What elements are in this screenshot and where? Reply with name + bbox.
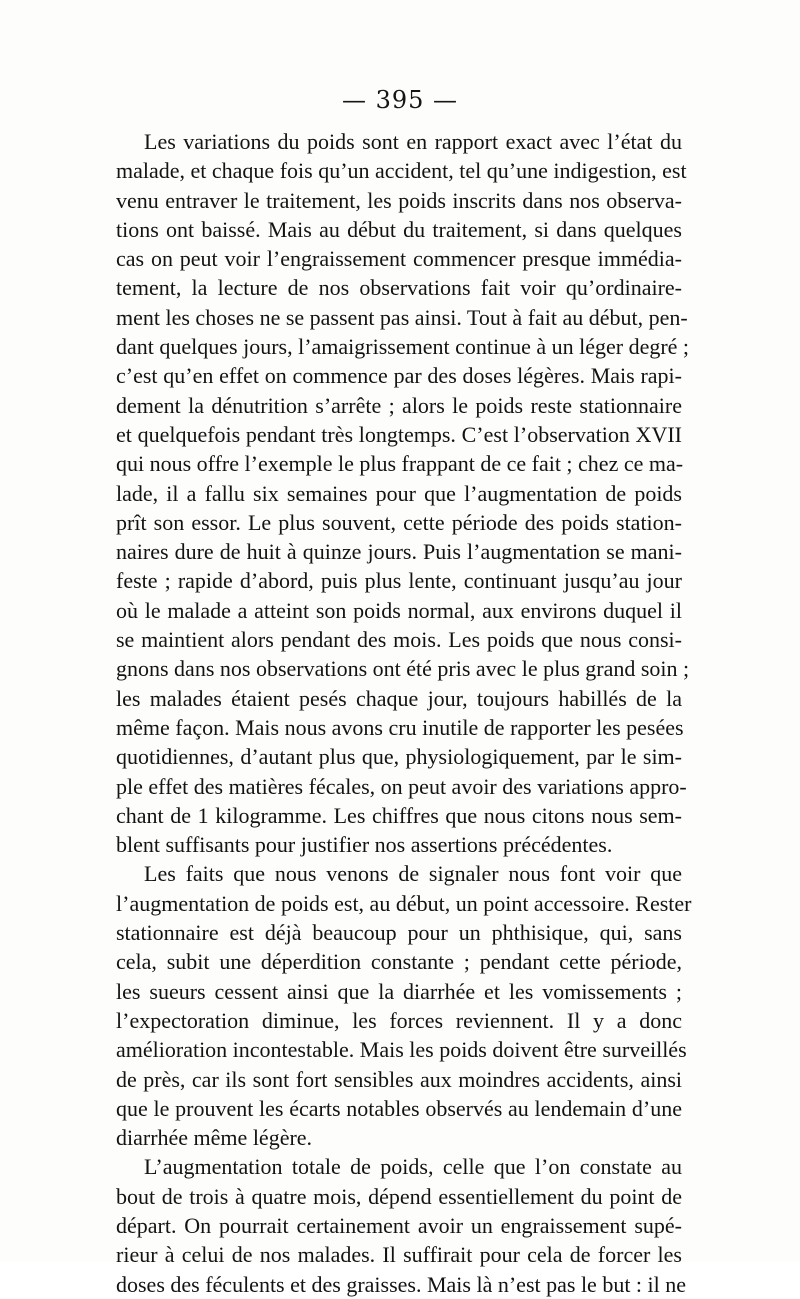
text-line: dant quelques jours, l’amaigrissement continue à un léger degré ; xyxy=(116,334,690,360)
text-line: amélioration incontestable. Mais les poids doivent être surveillés xyxy=(116,1037,687,1063)
text-line: même façon. Mais nous avons cru inutile de rapporter les pesées xyxy=(116,714,684,740)
text-line: et quelquefois pendant très longtemps. C’est l’observation XVII xyxy=(116,421,682,447)
text-line: lade, il a fallu six semaines pour que l’augmentation de poids xyxy=(116,480,682,506)
text-line: cas on peut voir l’engraissement commencer presque immédia- xyxy=(116,246,682,272)
text-line: se maintient alors pendant des mois. Les poids que nous consi- xyxy=(116,627,682,653)
text-line: tement, la lecture de nos observations fait voir qu’ordinaire- xyxy=(116,275,682,301)
text-line: venu entraver le traitement, les poids inscrits dans nos observa- xyxy=(116,187,682,213)
text-line: L’augmentation totale de poids, celle que l’on constate au xyxy=(144,1154,682,1180)
text-line: l’augmentation de poids est, au début, un point accessoire. Rester xyxy=(116,890,692,916)
text-line: cela, subit une déperdition constante ; pendant cette période, xyxy=(116,949,682,975)
text-line: quotidiennes, d’autant plus que, physiologiquement, par le sim- xyxy=(116,744,682,770)
text-line: qui nous offre l’exemple le plus frappant de ce fait ; chez ce ma- xyxy=(116,451,684,477)
text-line: les sueurs cessent ainsi que la diarrhée et les vomissements ; xyxy=(116,978,682,1004)
text-line: Les faits que nous venons de signaler nous font voir que xyxy=(144,861,682,887)
text-line: blent suffisants pour justifier nos assertions précédentes. xyxy=(116,832,613,858)
page-number: — 395 — xyxy=(341,86,459,114)
text-line: que le prouvent les écarts notables observés au lendemain d’une xyxy=(116,1095,682,1121)
text-line: ple effet des matières fécales, on peut avoir des variations appro- xyxy=(116,773,687,799)
text-line: où le malade a atteint son poids normal, aux environs duquel il xyxy=(116,597,682,623)
text-line: chant de 1 kilogramme. Les chiffres que nous citons nous sem- xyxy=(116,802,682,828)
text-line: ment les choses ne se passent pas ainsi. Tout à fait au début, pen- xyxy=(116,304,688,330)
text-line: bout de trois à quatre mois, dépend essentiellement du point de xyxy=(116,1183,682,1209)
body-text xyxy=(116,127,692,1299)
text-line: prît son essor. Le plus souvent, cette période des poids station- xyxy=(116,509,682,535)
text-line: Les variations du poids sont en rapport exact avec l’état du xyxy=(144,129,682,154)
text-line: les malades étaient pesés chaque jour, toujours habillés de la xyxy=(116,685,682,711)
text-line: stationnaire est déjà beaucoup pour un phthisique, qui, sans xyxy=(116,920,682,946)
text-line: feste ; rapide d’abord, puis plus lente, continuant jusqu’au jour xyxy=(116,568,682,594)
text-line: tions ont baissé. Mais au début du traitement, si dans quelques xyxy=(116,216,682,242)
text-line: naires dure de huit à quinze jours. Puis l’augmentation se mani- xyxy=(116,539,682,565)
text-line: gnons dans nos observations ont été pris avec le plus grand soin ; xyxy=(116,656,690,682)
text-line: l’expectoration diminue, les forces reviennent. Il y a donc xyxy=(116,1007,682,1033)
text-line: c’est qu’en effet on commence par des doses légères. Mais rapi- xyxy=(116,363,682,389)
text-line: doses des féculents et des graisses. Mais là n’est pas le but : il ne xyxy=(116,1271,687,1297)
text-line: malade, et chaque fois qu’un accident, tel qu’une indigestion, est xyxy=(116,158,687,184)
text-line: départ. On pourrait certainement avoir un engraissement supé- xyxy=(116,1212,682,1238)
text-line: rieur à celui de nos malades. Il suffirait pour cela de forcer les xyxy=(116,1242,682,1268)
text-line: diarrhée même légère. xyxy=(116,1125,313,1151)
text-line: dement la dénutrition s’arrête ; alors le poids reste stationnaire xyxy=(116,392,682,418)
text-line: de près, car ils sont fort sensibles aux moindres accidents, ainsi xyxy=(116,1066,682,1092)
